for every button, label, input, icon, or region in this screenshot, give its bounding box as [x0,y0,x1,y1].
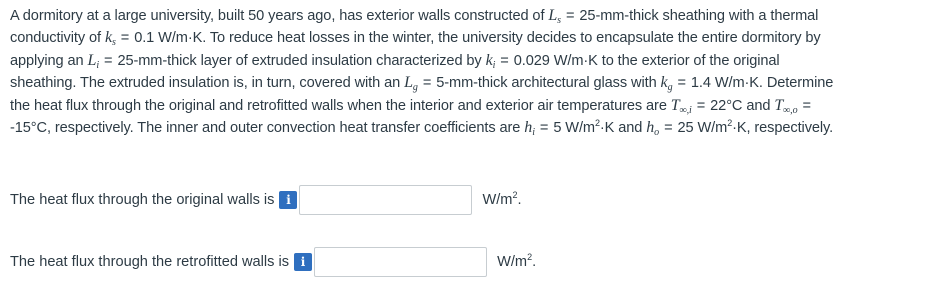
math-ks: $k_s$ [104,29,116,49]
math-Ls: $L_s$ [548,7,561,26]
math-Lg: $L_g$ [404,74,418,94]
heat-flux-retrofitted-input[interactable] [314,247,487,277]
math-Tinf-o: $T_{\infty,o}$ [774,96,798,116]
math-Li: $L_i$ [87,51,100,71]
heat-flux-original-input[interactable] [299,185,472,215]
problem-statement: A dormitory at a large university, built 50 years ago, has exterior walls constructed of $L_s$ = 25-mm-thick sheathing with a thermal conductivity of $k_s = 0.1$ W/m·K. To reduce heat losses in the winter, the university decides to encapsulate the entire dormitory by applying an $L_i$ = 25-mm-thick layer of extruded insulation characterized by $k_i = 0.029$ W/m·K to the exterior of the original sheathing. The extruded insulation is, in turn, covered with an $L_g$ = 5-mm-thick architectural glass with $k_g = 1.4$ W/m·K. Determine the heat flux through the original and retrofitted walls when the interior and exterior air temperatures are $T_{\infty,i} = 22^\circ C$ and $T_{\infty,o}$ = -15°C, respectively. The inner and outer convection heat transfer coefficients are $h_i = 5$ $W/m^2\cdot K$ and $h_o = 25$ $W/m^2\cdot K$, respectively. [10,7,834,139]
question-label: The heat flux through the retrofitted walls is [10,254,290,270]
question-original-walls [10,185,522,215]
math-Tinf-i: $T_{\infty,i}$ [670,96,692,116]
math-ki: $k_i$ [485,51,496,71]
question-retrofitted-walls [10,247,536,277]
info-icon[interactable]: i [279,191,297,209]
math-kg: $k_g$ [660,74,673,94]
info-icon[interactable]: i [294,253,312,271]
unit-label: $W/m^2$. [497,252,537,270]
math-ho: $h_o$ [646,119,660,139]
math-hi: $h_i$ [524,119,535,139]
question-label: The heat flux through the original walls is [10,192,275,208]
unit-label: $W/m^2$. [482,190,522,208]
